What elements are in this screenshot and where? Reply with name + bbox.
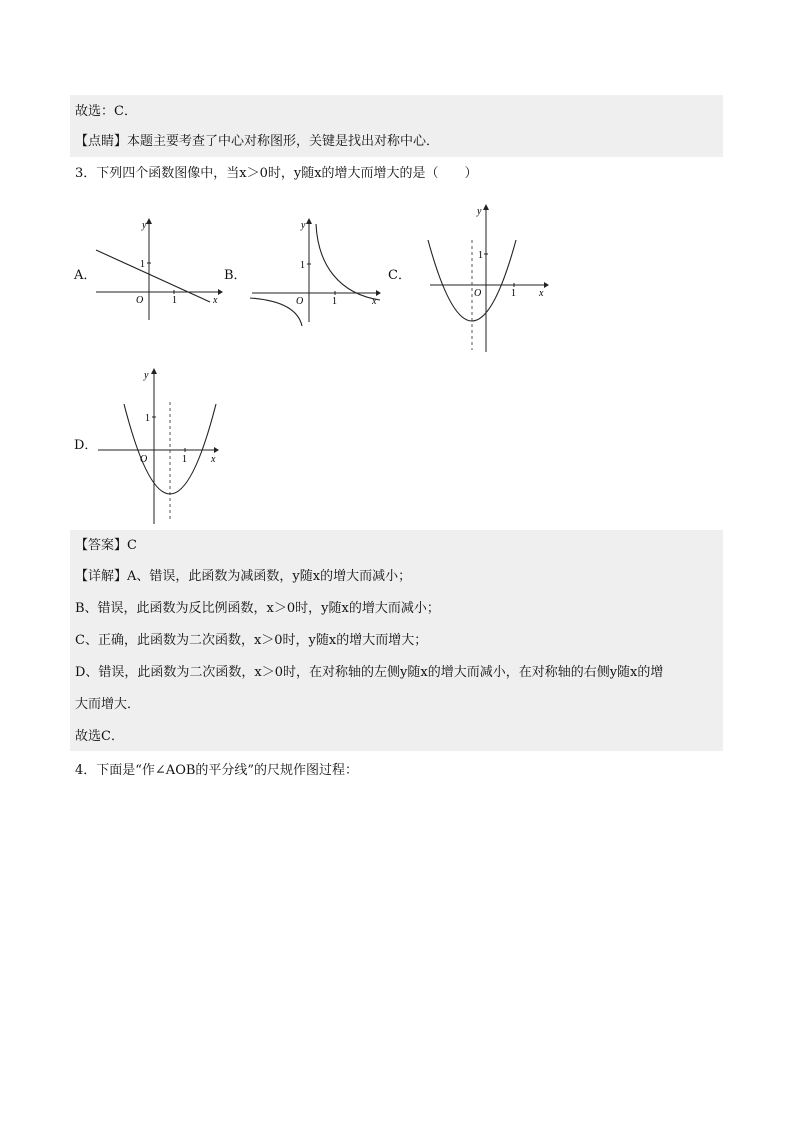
- option-d-label: D．: [74, 438, 98, 453]
- option-b-label: B．: [224, 268, 247, 283]
- y-label: y: [144, 370, 149, 381]
- tick-one-y: 1: [478, 250, 483, 261]
- explanation-line-3: C、正确，此函数为二次函数，x＞0时，y随x的增大而增大；: [75, 633, 428, 648]
- x-axis-arrow: [218, 289, 223, 295]
- option-b-graph: [248, 216, 382, 326]
- q4-stem: 4．下面是“作∠AOB的平分线”的尺规作图过程：: [75, 763, 359, 778]
- x-axis-arrow: [214, 447, 219, 453]
- option-d-graph: [96, 366, 224, 526]
- y-axis-arrow: [146, 218, 152, 224]
- x-label: x: [213, 295, 218, 306]
- origin-label: O: [474, 288, 482, 299]
- x-label: x: [539, 288, 544, 299]
- tick-one-x: 1: [182, 454, 187, 465]
- y-label: y: [301, 220, 306, 231]
- explanation-line-1: 【详解】A、错误，此函数为减函数，y随x的增大而减小；: [75, 569, 412, 584]
- y-axis-arrow: [151, 368, 157, 374]
- prev-conclusion: 故选：C．: [75, 104, 137, 119]
- y-axis-arrow: [306, 218, 312, 224]
- answer-line: 【答案】C: [75, 538, 137, 553]
- explanation-line-6: 故选C．: [75, 729, 124, 744]
- explanation-line-2: B、错误，此函数为反比例函数，x＞0时，y随x的增大而减小；: [75, 601, 440, 616]
- tick-one-x: 1: [332, 296, 337, 307]
- y-label: y: [477, 206, 482, 217]
- tick-one-y: 1: [145, 413, 150, 424]
- x-label: x: [372, 296, 377, 307]
- y-axis-arrow: [483, 204, 489, 210]
- option-c-label: C．: [388, 268, 411, 283]
- y-label: y: [142, 220, 147, 231]
- tick-one-y: 1: [140, 259, 145, 270]
- hyperbola-left-branch: [250, 298, 302, 326]
- tick-one-y: 1: [300, 260, 305, 271]
- explanation-line-5: 大而增大．: [75, 697, 141, 712]
- option-a-label: A．: [74, 268, 97, 283]
- x-axis-arrow: [376, 290, 381, 296]
- x-label: x: [211, 454, 216, 465]
- hyperbola-right-branch: [316, 224, 380, 300]
- tick-one-x: 1: [511, 288, 516, 299]
- origin-label: O: [140, 454, 148, 465]
- prev-comment: 【点睛】本题主要考查了中心对称图形，关键是找出对称中心．: [75, 134, 440, 149]
- option-a-graph: [92, 216, 222, 324]
- tick-one-x: 1: [172, 295, 177, 306]
- origin-label: O: [136, 295, 144, 306]
- origin-label: O: [296, 296, 304, 307]
- option-c-graph: [426, 202, 552, 354]
- decreasing-line: [96, 250, 210, 302]
- explanation-line-4: D、错误，此函数为二次函数，x＞0时，在对称轴的左侧y随x的增大而减小，在对称轴的右侧y随x的增: [75, 665, 664, 680]
- q3-stem: 3．下列四个函数图像中，当x＞0时，y随x的增大而增大的是（ ）: [75, 166, 478, 181]
- x-axis-arrow: [544, 282, 549, 288]
